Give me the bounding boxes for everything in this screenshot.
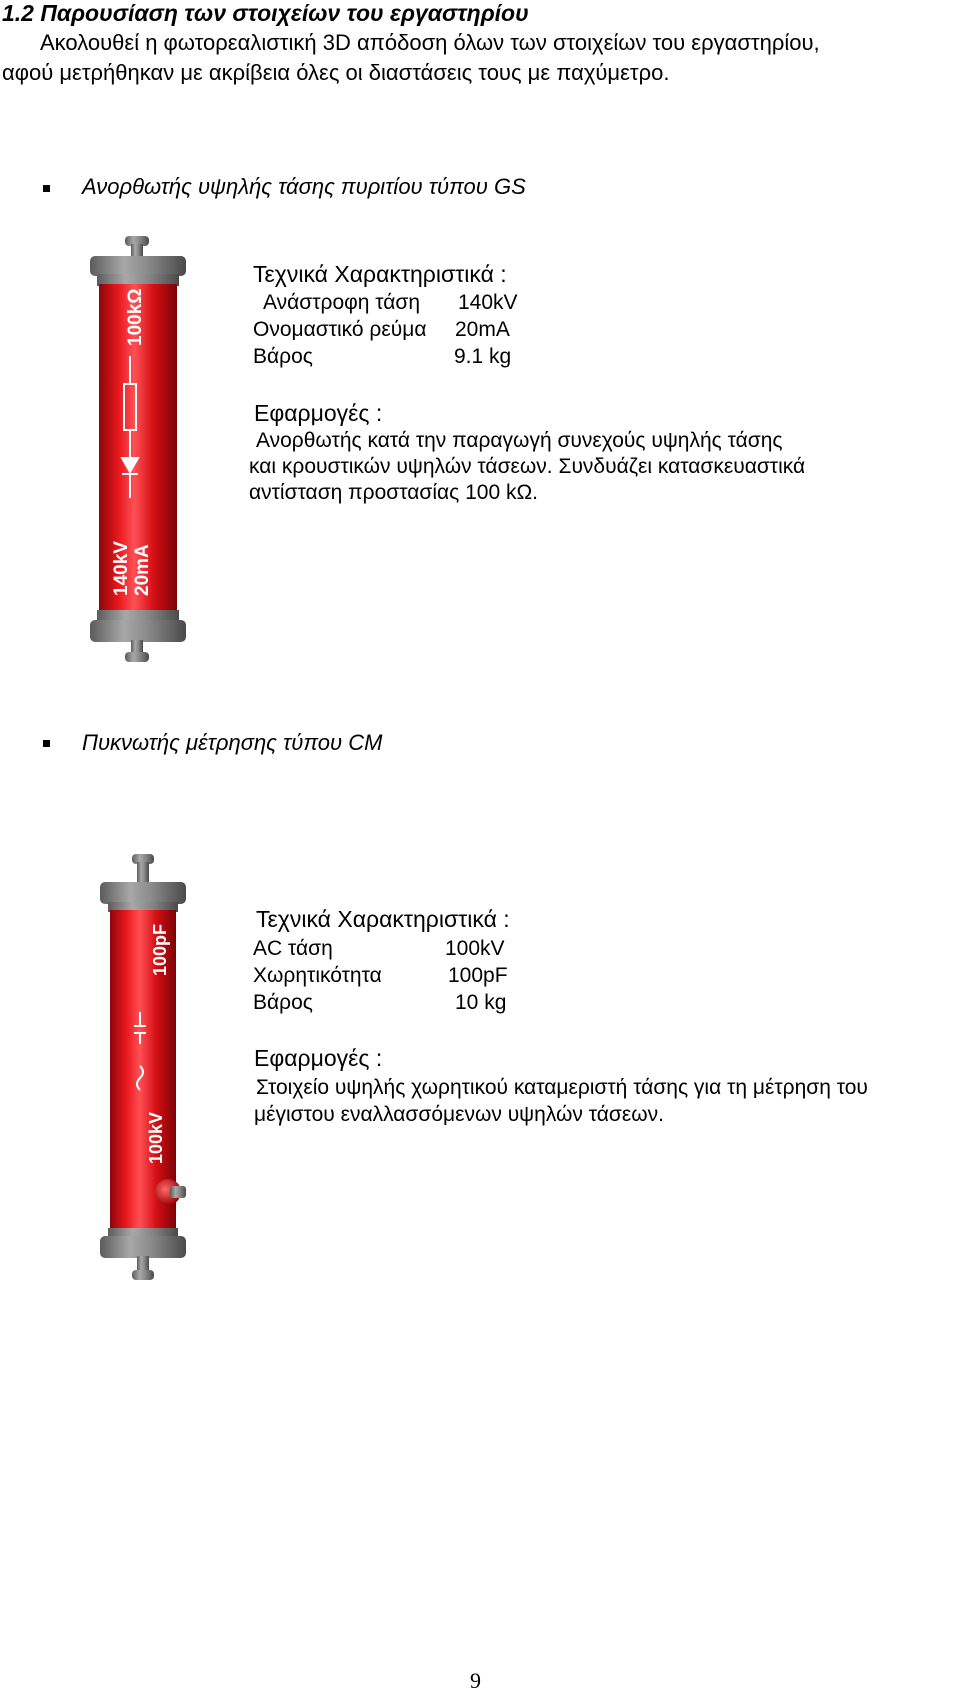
- rectifier-spec3-label: Βάρος: [253, 345, 313, 368]
- section-title: 1.2 Παρουσίαση των στοιχείων του εργαστηρίου: [2, 0, 529, 26]
- page-number: 9: [470, 1668, 481, 1693]
- rectifier-heading: Ανορθωτής υψηλής τάσης πυριτίου τύπου GS: [82, 174, 526, 199]
- rectifier-spec2-value: 20mA: [455, 318, 510, 341]
- intro-line-2: αφού μετρήθηκαν με ακρίβεια όλες οι διαστάσεις τους με παχύμετρο.: [2, 60, 670, 85]
- rectifier-spec1-label: Ανάστροφη τάση: [263, 291, 421, 314]
- capacitor-spec1-value: 100kV: [445, 937, 505, 960]
- rectifier-label-140kv: 140kV: [111, 541, 132, 596]
- capacitor-apps-line1: Στοιχείο υψηλής χωρητικού καταμεριστή τάσης για τη μέτρηση του: [256, 1076, 868, 1099]
- rectifier-3d-render: [85, 236, 195, 674]
- capacitor-specs-title: Τεχνικά Χαρακτηριστικά :: [256, 906, 510, 932]
- rectifier-apps-line1: Ανορθωτής κατά την παραγωγή συνεχούς υψηλής τάσης: [256, 429, 783, 452]
- capacitor-spec1-label: AC τάση: [253, 937, 333, 960]
- capacitor-3d-render: [96, 854, 196, 1286]
- capacitor-apps-title: Εφαρμογές :: [254, 1045, 383, 1071]
- rectifier-label-100kohm: 100kΩ: [125, 288, 146, 346]
- capacitor-spec2-label: Χωρητικότητα: [253, 964, 382, 987]
- capacitor-heading: Πυκνωτής μέτρησης τύπου CM: [82, 730, 383, 755]
- bullet-icon: [43, 740, 50, 747]
- capacitor-apps-line2: μέγιστου εναλλασσόμενων υψηλών τάσεων.: [254, 1103, 664, 1126]
- capacitor-label-100pf: 100pF: [150, 923, 170, 976]
- capacitor-spec3-value: 10 kg: [455, 991, 507, 1014]
- rectifier-apps-line3: αντίσταση προστασίας 100 kΩ.: [249, 481, 539, 504]
- capacitor-spec3-label: Βάρος: [253, 991, 313, 1014]
- rectifier-spec2-label: Ονομαστικό ρεύμα: [253, 318, 427, 341]
- rectifier-spec3-value: 9.1 kg: [454, 345, 512, 368]
- rectifier-spec1-value: 140kV: [458, 291, 518, 314]
- rectifier-apps-title: Εφαρμογές :: [254, 400, 383, 426]
- rectifier-label-20ma: 20mA: [132, 544, 153, 596]
- rectifier-specs-title: Τεχνικά Χαρακτηριστικά :: [253, 261, 507, 287]
- bullet-icon: [43, 185, 50, 192]
- capacitor-spec2-value: 100pF: [448, 964, 508, 987]
- intro-line-1: Ακολουθεί η φωτορεαλιστική 3D απόδοση όλων των στοιχείων του εργαστηρίου,: [40, 30, 820, 55]
- capacitor-label-100kv: 100kV: [146, 1111, 166, 1164]
- rectifier-apps-line2: και κρουστικών υψηλών τάσεων. Συνδυάζει κατασκευαστικά: [249, 455, 806, 478]
